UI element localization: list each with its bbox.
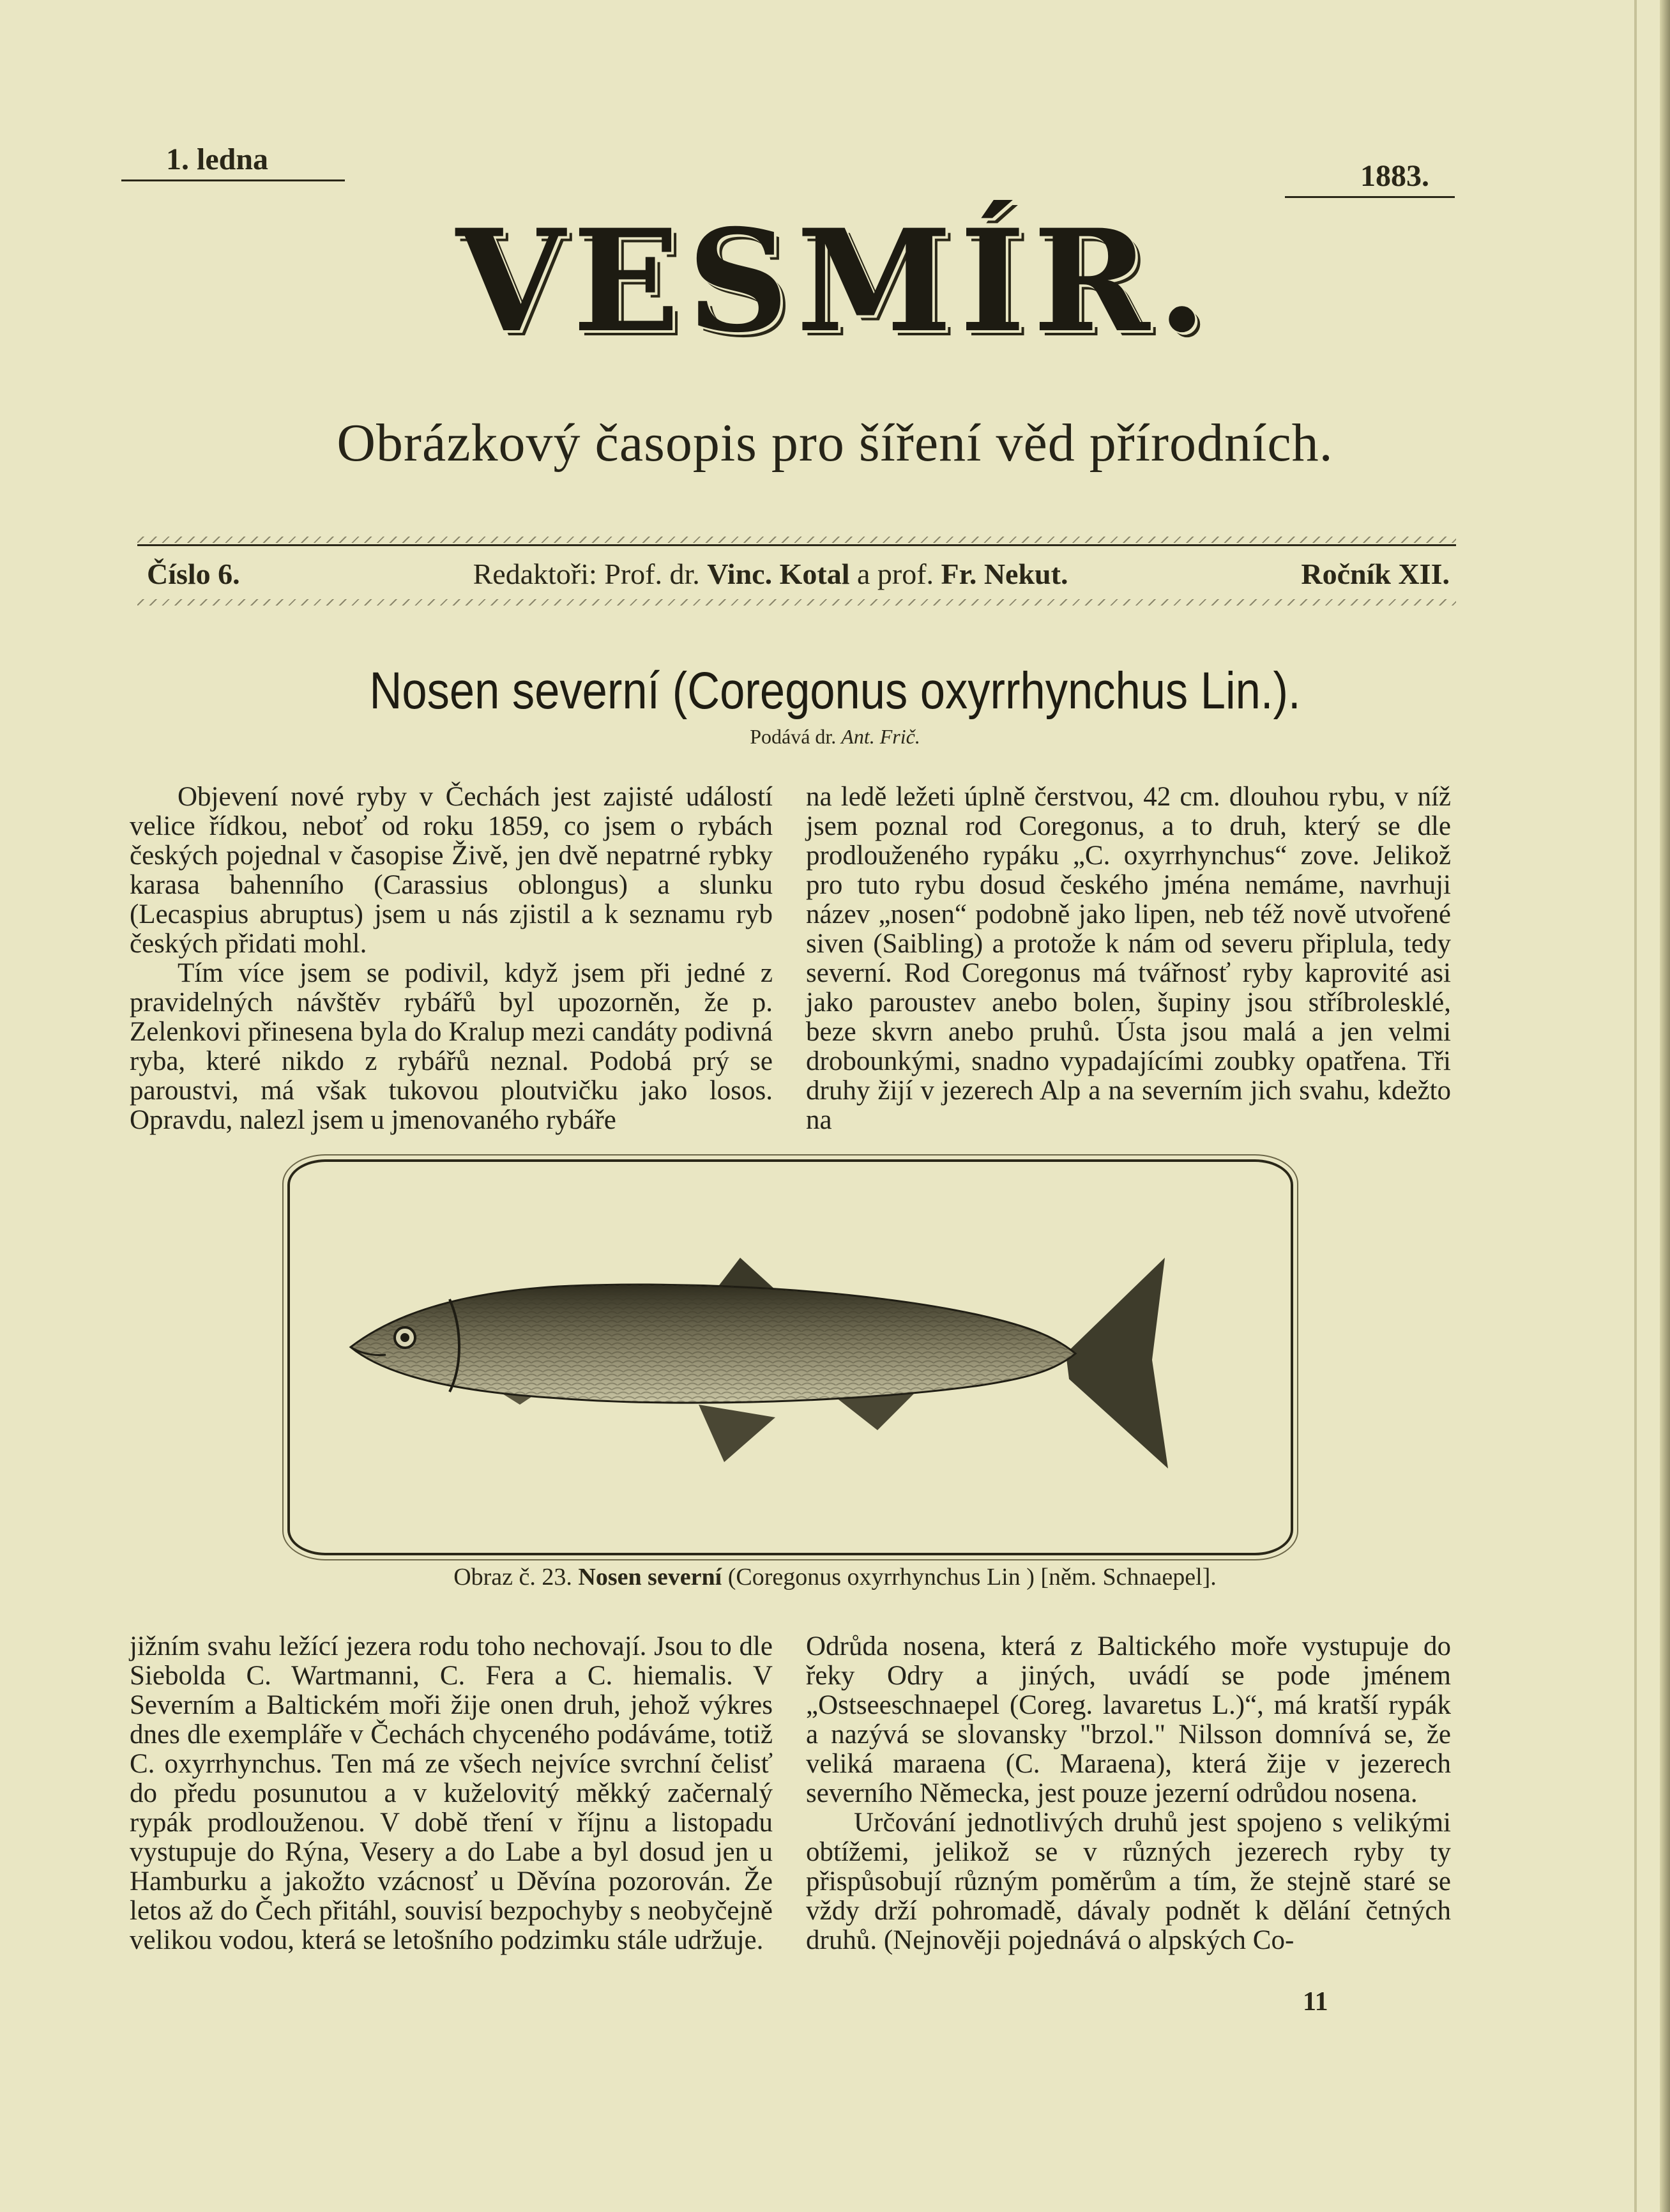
paragraph: Tím více jsem se podivil, když jsem při jedné z pravidelných návštěv rybářů byl upozorněn, že p. Zelenkovi přinesena byla do Kralup mezi candáty podivná ryba, které nikdo z rybářů neznal. Podobá prý se paroustvi, má však tukovou ploutvičku jako losos. Opravdu, nalezl jsem u jmenovaného rybáře (130, 958, 773, 1135)
fish-pupil (400, 1333, 409, 1342)
issue-year: 1883. (1285, 158, 1455, 198)
anal-fin (833, 1392, 916, 1430)
paragraph: Určování jednotlivých druhů jest spojeno s velikými obtížemi, jelikož se v různých jezerech ryby ty přispůsobují různým poměrům a tím, že stejně staré se vždy drží pohromadě, dávaly podnět k dělání četných druhů. (Nejnověji pojednává o alpských Co- (806, 1808, 1451, 1955)
fish-scales (351, 1285, 1075, 1403)
issue-date: 1. ledna (121, 142, 345, 181)
adipose-fin (960, 1318, 992, 1338)
bottom-rule (137, 599, 1456, 606)
fish-illustration (290, 1162, 1291, 1553)
figure-caption: Obraz č. 23. Nosen severní (Coregonus oxyrrhynchus Lin ) [něm. Schnaepel]. (453, 1564, 1217, 1590)
article-title: Nosen severní (Coregonus oxyrrhynchus Lin.). (369, 662, 1301, 720)
fish-mouth (351, 1347, 386, 1355)
fish-eye (395, 1327, 415, 1348)
tail-fin (1066, 1258, 1168, 1468)
paragraph: na ledě ležeti úplně čerstvou, 42 cm. dlouhou rybu, v níž jsem poznal rod Coregonus, a to druh, který se dle prodlouženého rypáku „C. oxyrrhynchus“ zove. Jelikož pro tuto rybu dosud českého jména nemáme, navrhuji název „nosen“ podobně jako lipen, neb též nově utvořené siven (Saibling) a protože k nám od severu připlula, tedy severní. Rod Coregonus má tvářnosť ryby kaprovité asi jako paroustev anebo bolen, šupiny jsou stříbrolesklé, beze skvrn anebo pruhů. Ústa jsou malá a jen velmi drobounkými, snadno vypadajícími zoubky opatřena. Tři druhy žijí v jezerech Alp a na severním jich svahu, kdežto na (806, 782, 1451, 1135)
pelvic-fin (699, 1405, 775, 1462)
top-rule-line (137, 544, 1456, 546)
top-rule (137, 537, 1456, 543)
info-bar (147, 557, 1450, 591)
gill-cover (450, 1299, 459, 1392)
column-bottom-left (130, 1632, 773, 1955)
masthead-subtitle: Obrázkový časopis pro šíření věd přírodních. (337, 413, 1333, 473)
volume-number: Ročník XII. (1301, 558, 1450, 590)
issue-number: Číslo 6. (147, 558, 240, 590)
editors: Redaktoři: Prof. dr. Vinc. Kotal a prof. Fr. Nekut. (473, 558, 1068, 590)
column-bottom-right (806, 1632, 1451, 1955)
pectoral-fin (469, 1373, 558, 1405)
column-top-left (130, 782, 773, 1135)
article-byline: Podává dr. Ant. Frič. (750, 725, 920, 748)
page-number: 11 (1303, 1987, 1328, 2017)
masthead-title: VESMÍR. (455, 198, 1215, 363)
dorsal-fin (699, 1258, 775, 1318)
column-top-right (806, 782, 1451, 1135)
paragraph: jižním svahu ležící jezera rodu toho nechovají. Jsou to dle Siebolda C. Wartmanni, C. Fera a C. hiemalis. V Severním a Baltickém moři žije onen druh, jehož výkres dnes dle exempláře v Čechách chyceného podáváme, totiž C. oxyrrhynchus. Ten má ze všech nejvíce svrchní čelisť do předu posunutou a v kuželovitý měkký začernalý rypák prodlouženou. V době tření v říjnu a listopadu vystupuje do Rýna, Vesery a do Labe a byl dosud jen u Hamburku a jakožto vzácnosť u Děvína pozorován. Že letos až do Čech přitáhl, souvisí bezpochyby s neobyčejně velikou vodou, která se letošního podzimku stále udržuje. (130, 1631, 773, 1955)
paragraph: Objevení nové ryby v Čechách jest zajisté událostí velice řídkou, neboť od roku 1859, co jsem o rybách českých pojednal v časopise Živě, jen dvě nepatrné rybky karasa bahenního (Carassius oblongus) a slunku (Lecaspius abruptus) jsem u nás zjistil a k seznamu ryb českých přidati mohl. (130, 782, 773, 959)
paragraph: Odrůda nosena, která z Baltického moře vystupuje do řeky Odry a jiných, uvádí se pode jménem „Ostseeschnaepel (Coreg. lavaretus L.)“, má kratší rypák a nazývá se slovansky "brzol." Nilsson domnívá se, že veliká maraena (C. Maraena), která žije v jezerech severního Německa, jest pouze jezerní odrůdou nosena. (806, 1631, 1451, 1808)
figure-frame (287, 1159, 1293, 1555)
fish-body (351, 1285, 1075, 1403)
